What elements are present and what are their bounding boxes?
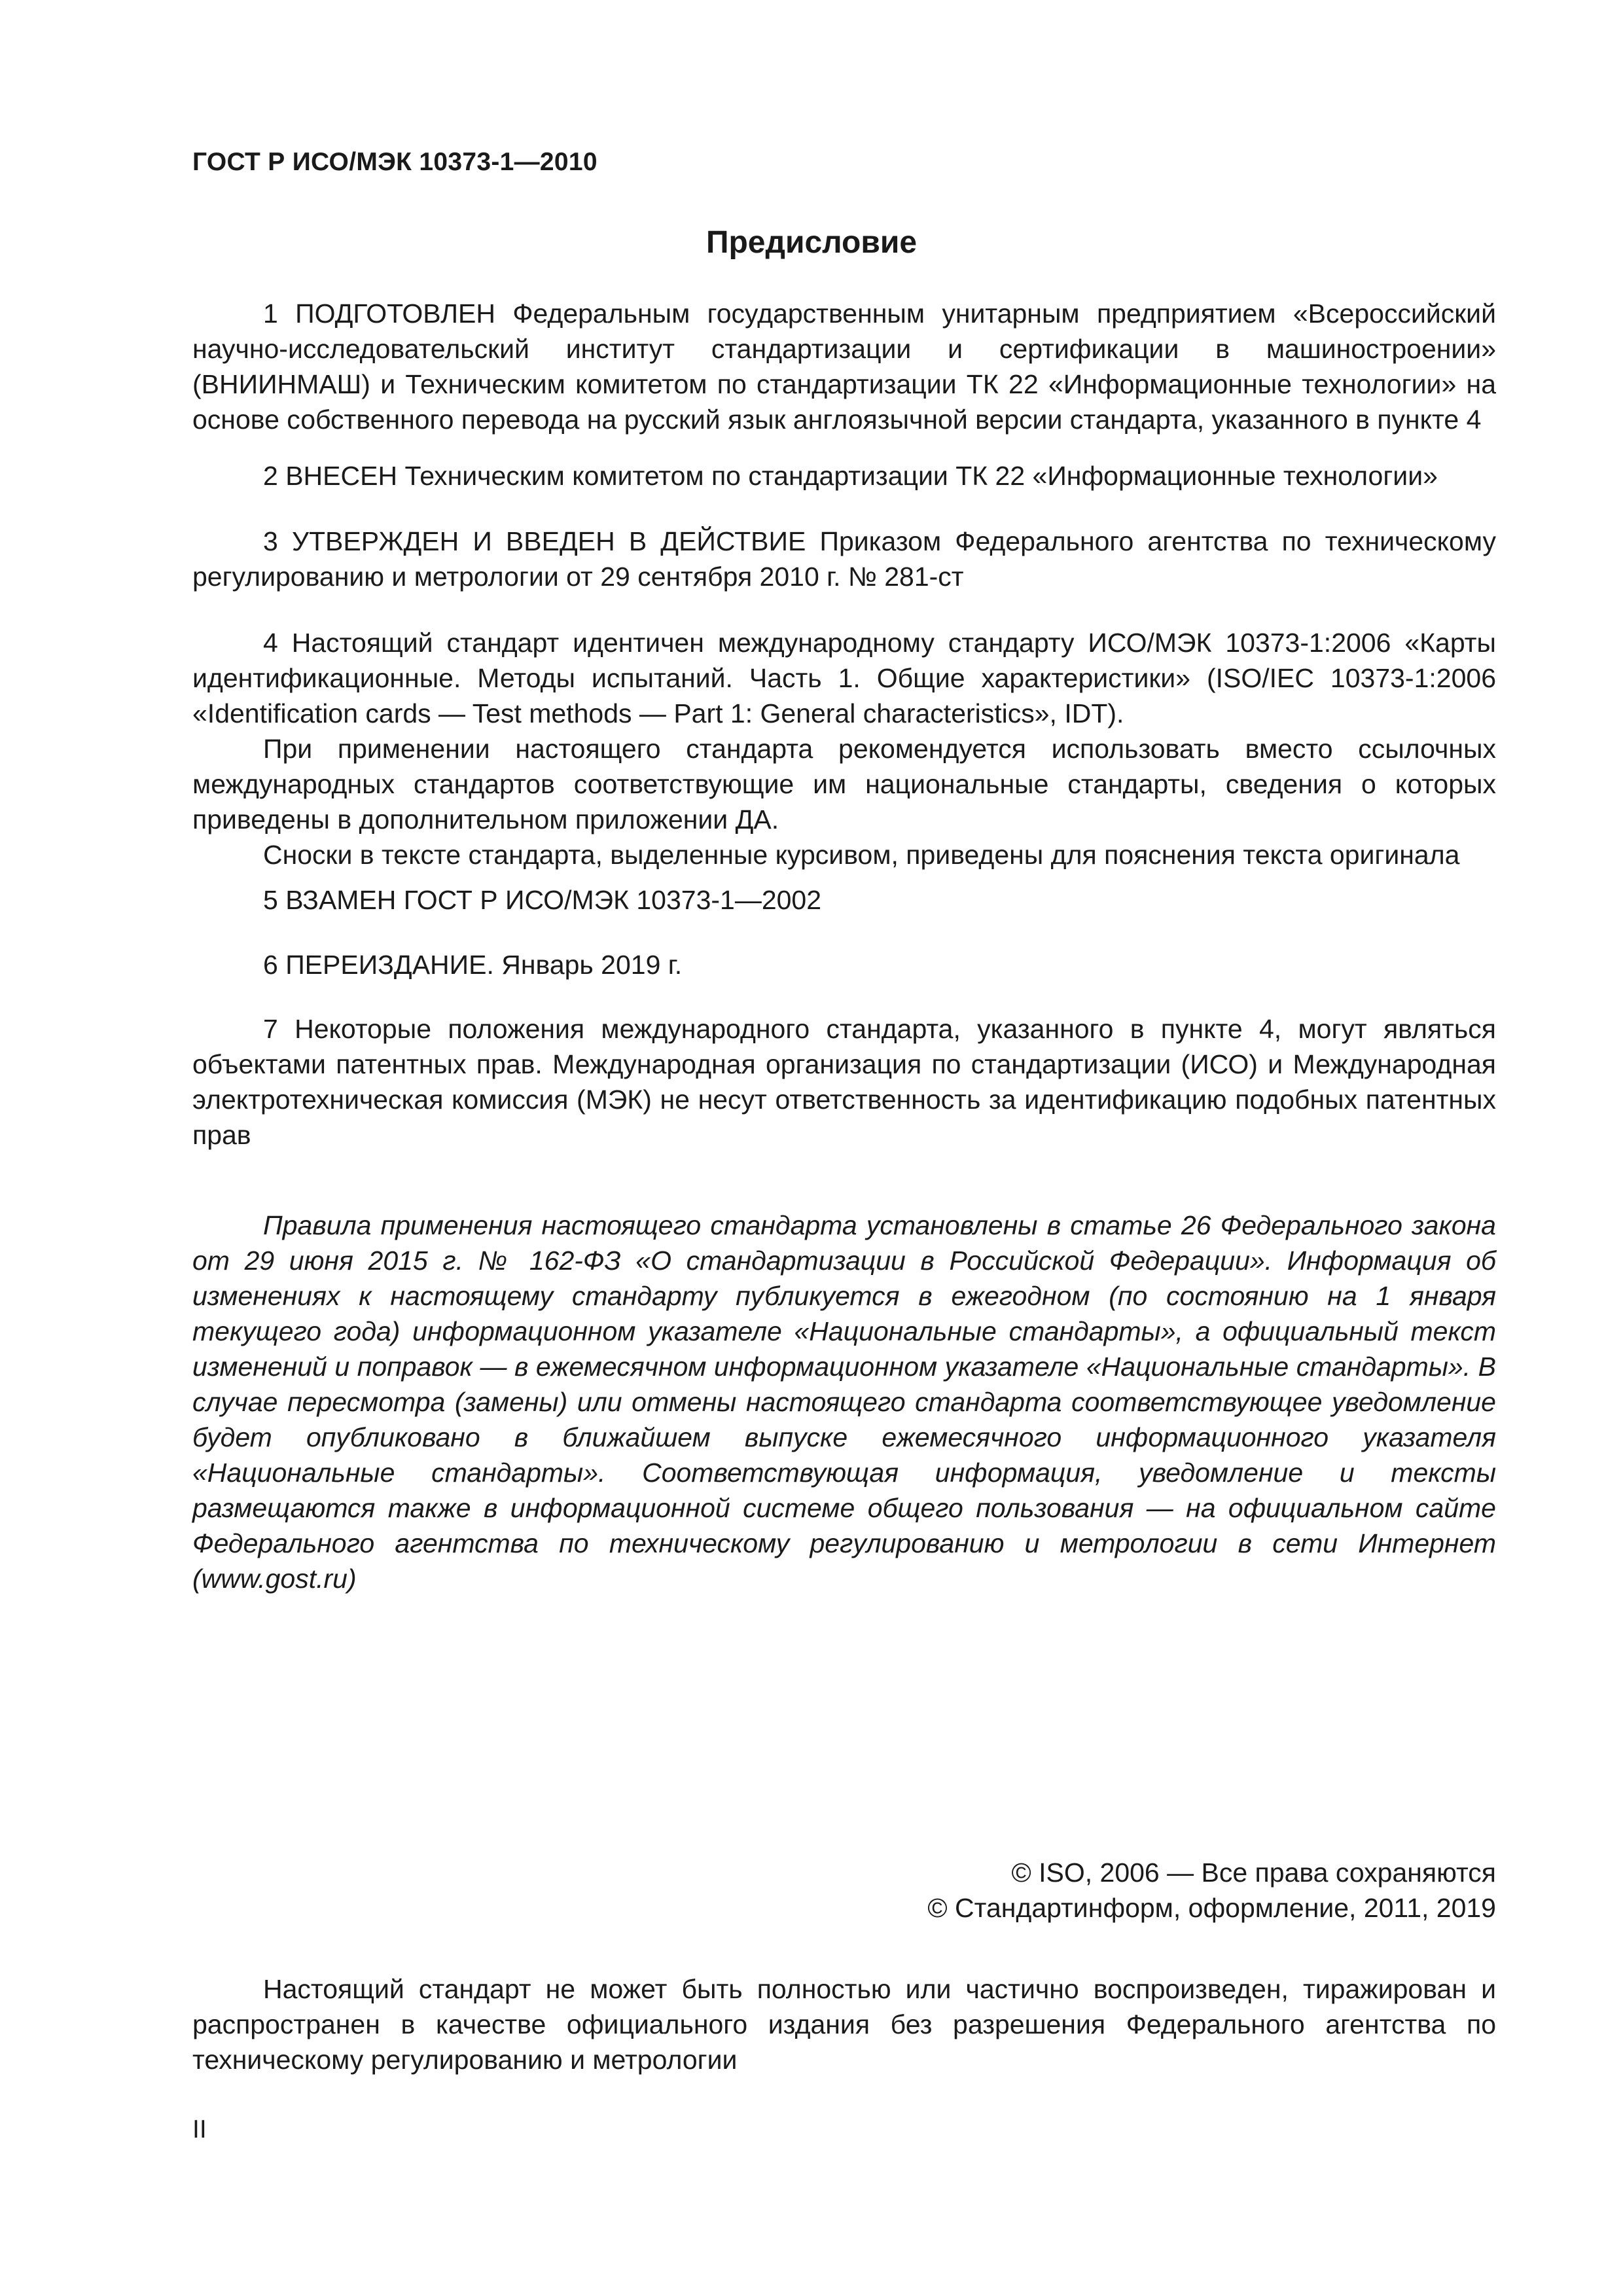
foreword-item-6 [192, 947, 1496, 982]
foreword-paragraph: 4 Настоящий стандарт идентичен международному стандарту ИСО/МЭК 10373-1:2006 «Карты идентификационные. Методы испытаний. Часть 1. Общие характеристики» (ISO/IEC 10373-1:2006 «Identification cards — Test methods — Part 1: General characteristics», IDT). [192, 628, 1496, 728]
reproduction-notice [192, 1971, 1496, 2077]
page-number: II [192, 2115, 207, 2144]
copyright-iso: © ISO, 2006 — Все права сохраняются [1011, 1857, 1496, 1888]
page-title: Предисловие [705, 225, 918, 260]
foreword-item-4 [192, 625, 1496, 872]
foreword-paragraph: 7 Некоторые положения международного стандарта, указанного в пункте 4, могут являться объектами патентных прав. Международная организация по стандартизации (ИСО) и Международная электротехническая комиссия (МЭК) не несут ответственность за идентификацию подобных патентных прав [192, 1014, 1496, 1150]
foreword-item-5 [192, 882, 1496, 918]
foreword-paragraph: 5 ВЗАМЕН ГОСТ Р ИСО/МЭК 10373-1—2002 [263, 885, 822, 915]
foreword-paragraph: Сноски в тексте стандарта, выделенные курсивом, приведены для пояснения текста оригинала [263, 840, 1460, 870]
rules-notice-text: Правила применения настоящего стандарта установлены в статье 26 Федерального закона от 29 июня 2015 г. № 162-ФЗ «О стандартизации в Российской Федерации». Информация об изменениях к настоящему стандарту публикуется в ежегодном (по состоянию на 1 января текущего года) информационном указателе «Национальные стандарты», а официальный текст изменений и поправок — в ежемесячном информационном указателе «Национальные стандарты». В случае пересмотра (замены) или отмены настоящего стандарта соответствующее уведомление будет опубликовано в ближайшем выпуске ежемесячного информационного указателя «Национальные стандарты». Соответствующая информация, уведомление и тексты размещаются также в информационной системе общего пользования — на официальном сайте Федерального агентства по техническому регулированию и метрологии в сети Интернет (www.gost.ru) [192, 1210, 1496, 1594]
foreword-paragraph: 6 ПЕРЕИЗДАНИЕ. Январь 2019 г. [263, 950, 683, 980]
foreword-paragraph: 1 ПОДГОТОВЛЕН Федеральным государственным унитарным предприятием «Всероссийский научно-исследовательский институт стандартизации и сертификации в машиностроении» (ВНИИНМАШ) и Техническим комитетом по стандартизации ТК 22 «Информационные технологии» на основе собственного перевода на русский язык англоязычной версии стандарта, указанного в пункте 4 [192, 298, 1496, 435]
foreword-paragraph: 3 УТВЕРЖДЕН И ВВЕДЕН В ДЕЙСТВИЕ Приказом Федерального агентства по техническому регулированию и метрологии от 29 сентября 2010 г. № 281-ст [192, 526, 1496, 592]
foreword-item-2 [192, 458, 1496, 493]
foreword-paragraph: 2 ВНЕСЕН Техническим комитетом по стандартизации ТК 22 «Информационные технологии» [263, 461, 1438, 491]
copyright-standartinform: © Стандартинформ, оформление, 2011, 2019 [927, 1893, 1496, 1923]
foreword-item-1 [192, 296, 1496, 437]
foreword-item-3 [192, 524, 1496, 594]
foreword-paragraph: При применении настоящего стандарта рекомендуется использовать вместо ссылочных международных стандартов соответствующие им национальные стандарты, сведения о которых приведены в дополнительном приложении ДА. [192, 734, 1496, 834]
copyright-block [927, 1855, 1496, 1926]
rules-notice [192, 1208, 1496, 1596]
foreword-item-7 [192, 1011, 1496, 1153]
reproduction-notice-text: Настоящий стандарт не может быть полностью или частично воспроизведен, тиражирован и распространен в качестве официального издания без разрешения Федерального агентства по техническому регулированию и метрологии [192, 1974, 1496, 2075]
standard-code-header: ГОСТ Р ИСО/МЭК 10373-1—2010 [192, 148, 597, 176]
